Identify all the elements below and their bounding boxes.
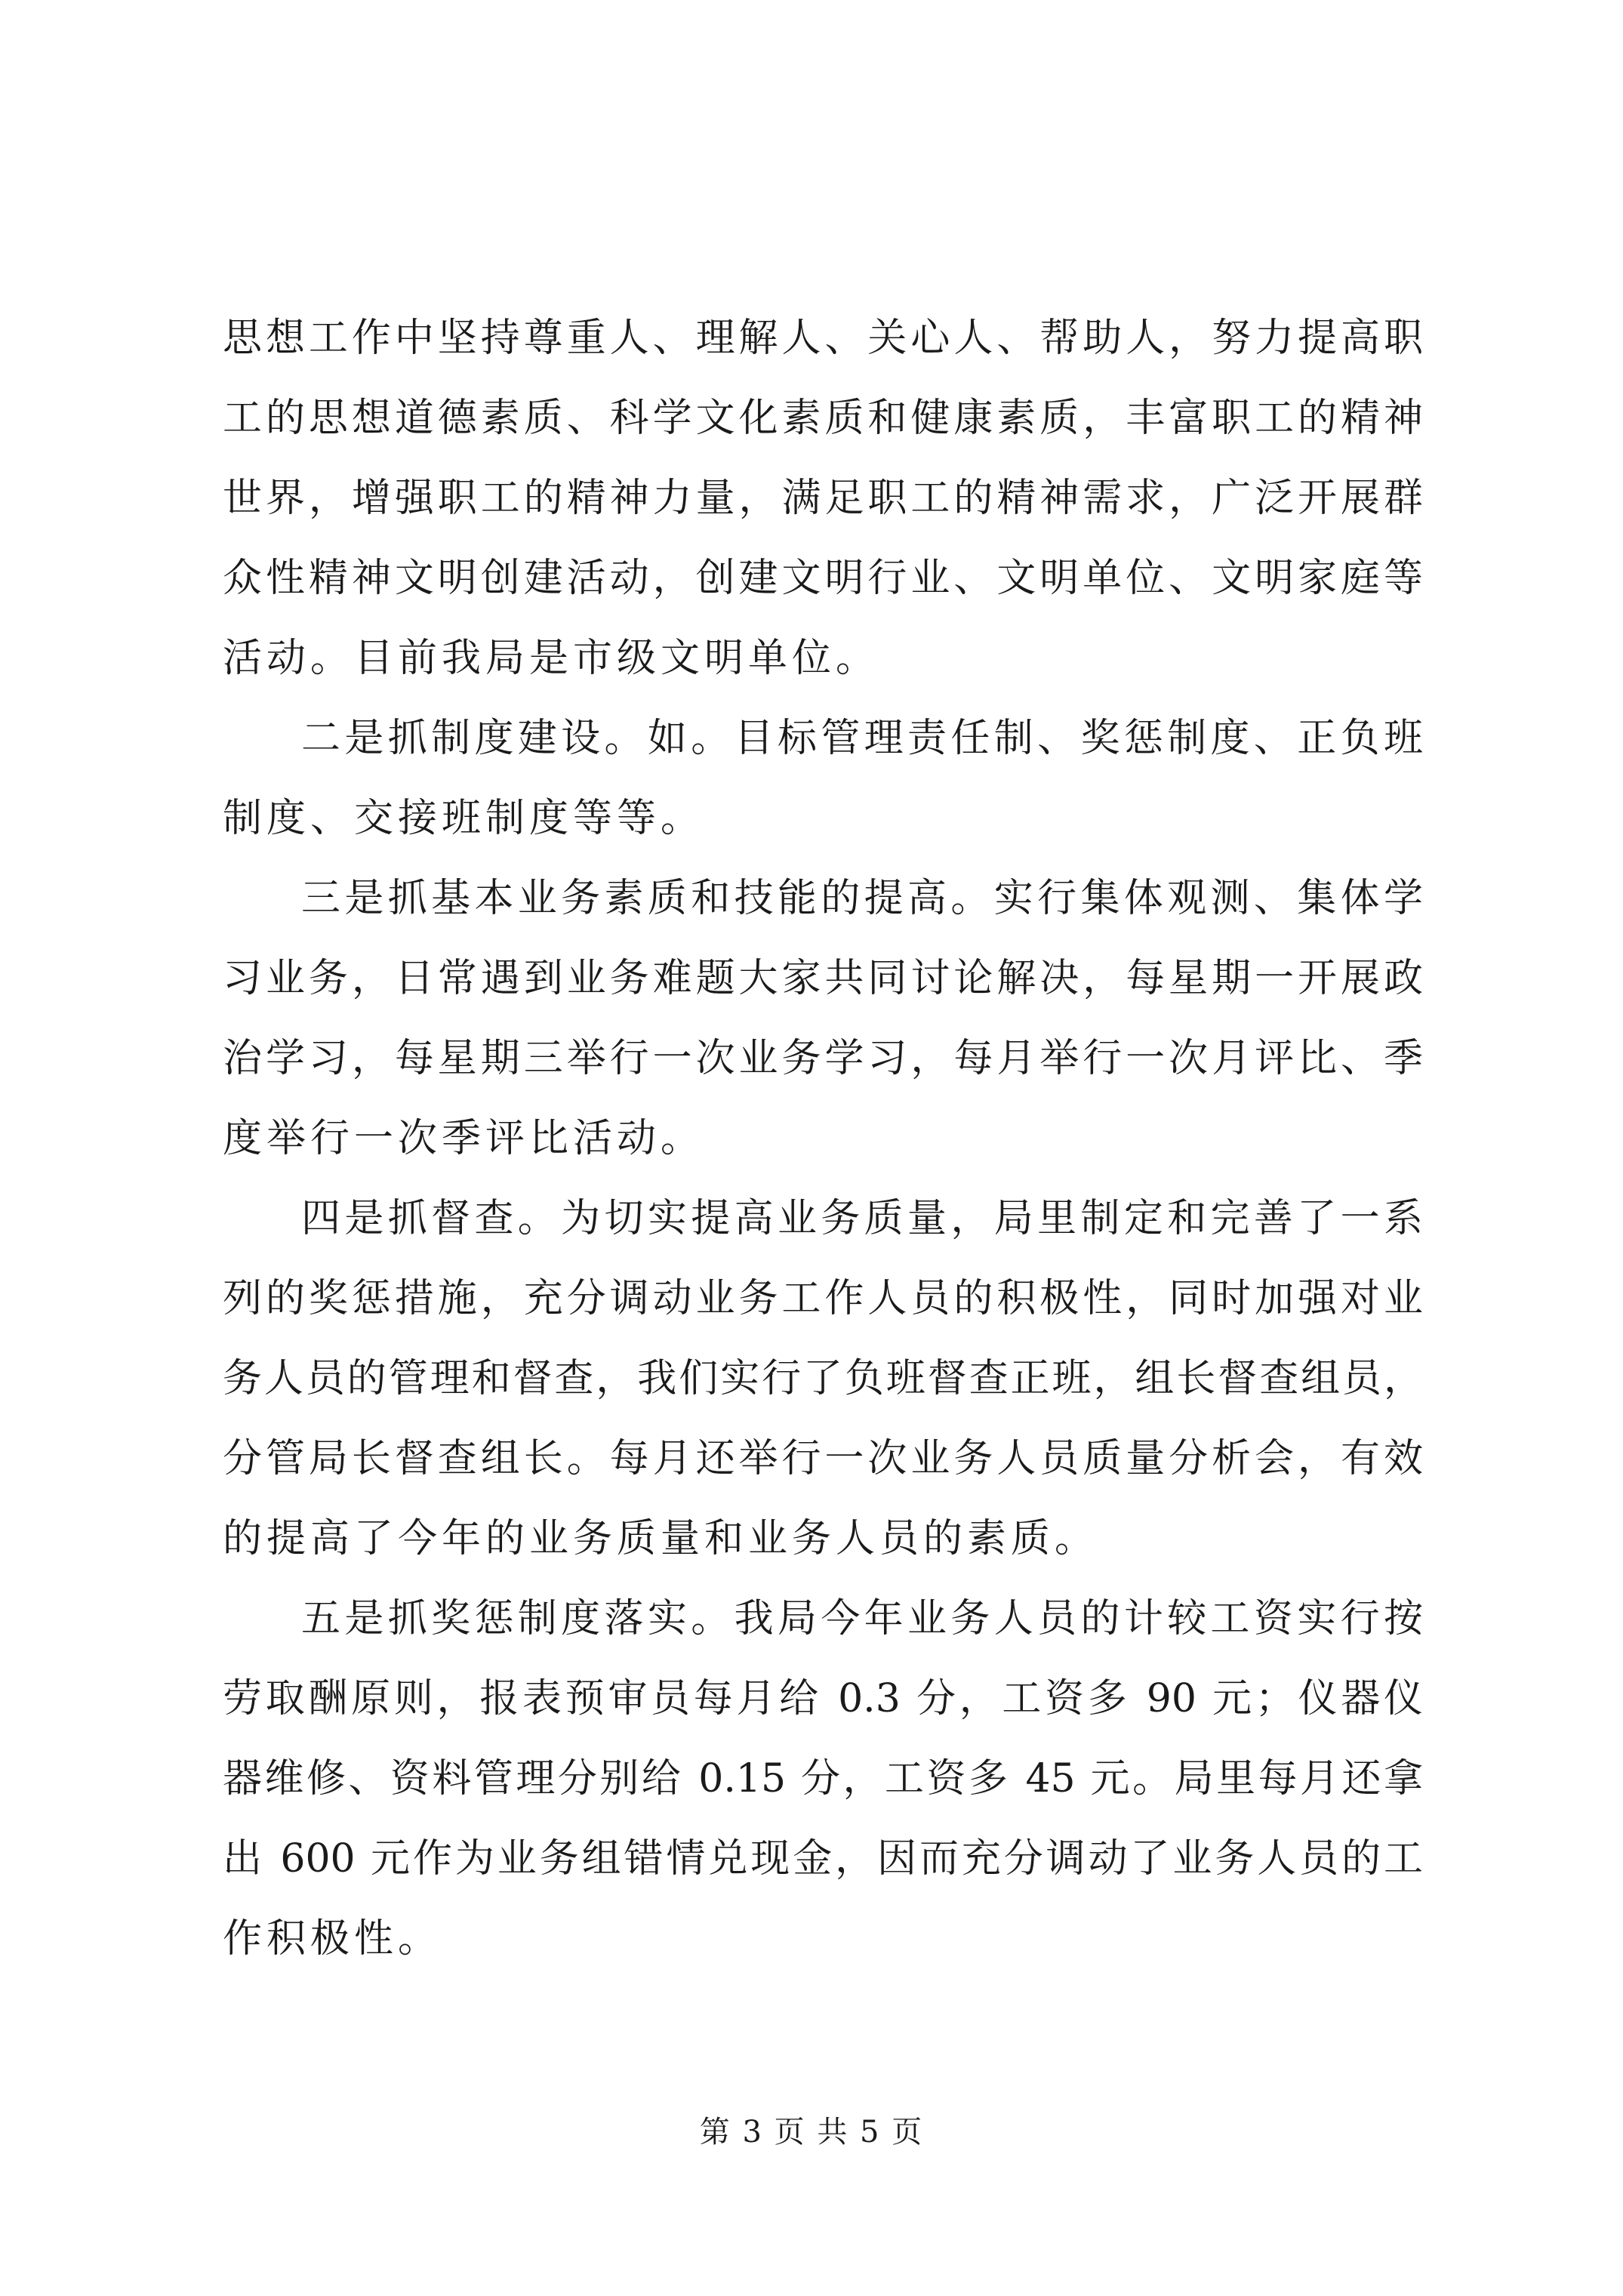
text-line: 众性精神文明创建活动，创建文明行业、文明单位、文明家庭等 (223, 556, 1423, 601)
text-line: 工的思想道德素质、科学文化素质和健康素质，丰富职工的精神 (223, 396, 1423, 441)
text-line: 二是抓制度建设。如。目标管理责任制、奖惩制度、正负班 (301, 716, 1423, 761)
text-line: 分管局长督查组长。每月还举行一次业务人员质量分析会，有效 (223, 1436, 1423, 1481)
text-line: 四是抓督查。为切实提高业务质量，局里制定和完善了一系 (301, 1196, 1423, 1241)
body-text (223, 298, 1423, 1979)
text-line: 制度、交接班制度等等。 (223, 796, 705, 841)
text-line: 出 600 元作为业务组错情兑现金，因而充分调动了业务人员的工 (223, 1836, 1423, 1881)
text-line: 五是抓奖惩制度落实。我局今年业务人员的计较工资实行按 (301, 1596, 1423, 1641)
text-line: 劳取酬原则，报表预审员每月给 0.3 分，工资多 90 元；仪器仪 (223, 1676, 1423, 1721)
text-line: 器维修、资料管理分别给 0.15 分，工资多 45 元。局里每月还拿 (223, 1756, 1423, 1801)
page-footer: 第 3 页 共 5 页 (699, 2115, 924, 2150)
text-line: 作积极性。 (223, 1916, 442, 1962)
text-line: 治学习，每星期三举行一次业务学习，每月举行一次月评比、季 (223, 1036, 1423, 1081)
text-line: 世界，增强职工的精神力量，满足职工的精神需求，广泛开展群 (223, 476, 1423, 521)
text-line: 列的奖惩措施，充分调动业务工作人员的积极性，同时加强对业 (223, 1276, 1423, 1321)
text-line: 三是抓基本业务素质和技能的提高。实行集体观测、集体学 (301, 876, 1423, 921)
text-line: 度举行一次季评比活动。 (223, 1116, 705, 1161)
text-line: 习业务，日常遇到业务难题大家共同讨论解决，每星期一开展政 (223, 956, 1423, 1001)
text-line: 务人员的管理和督查，我们实行了负班督查正班，组长督查组员， (223, 1356, 1423, 1401)
text-line: 的提高了今年的业务质量和业务人员的素质。 (223, 1516, 1099, 1561)
text-line: 活动。目前我局是市级文明单位。 (223, 636, 880, 681)
text-line: 思想工作中坚持尊重人、理解人、关心人、帮助人，努力提高职 (223, 316, 1423, 361)
